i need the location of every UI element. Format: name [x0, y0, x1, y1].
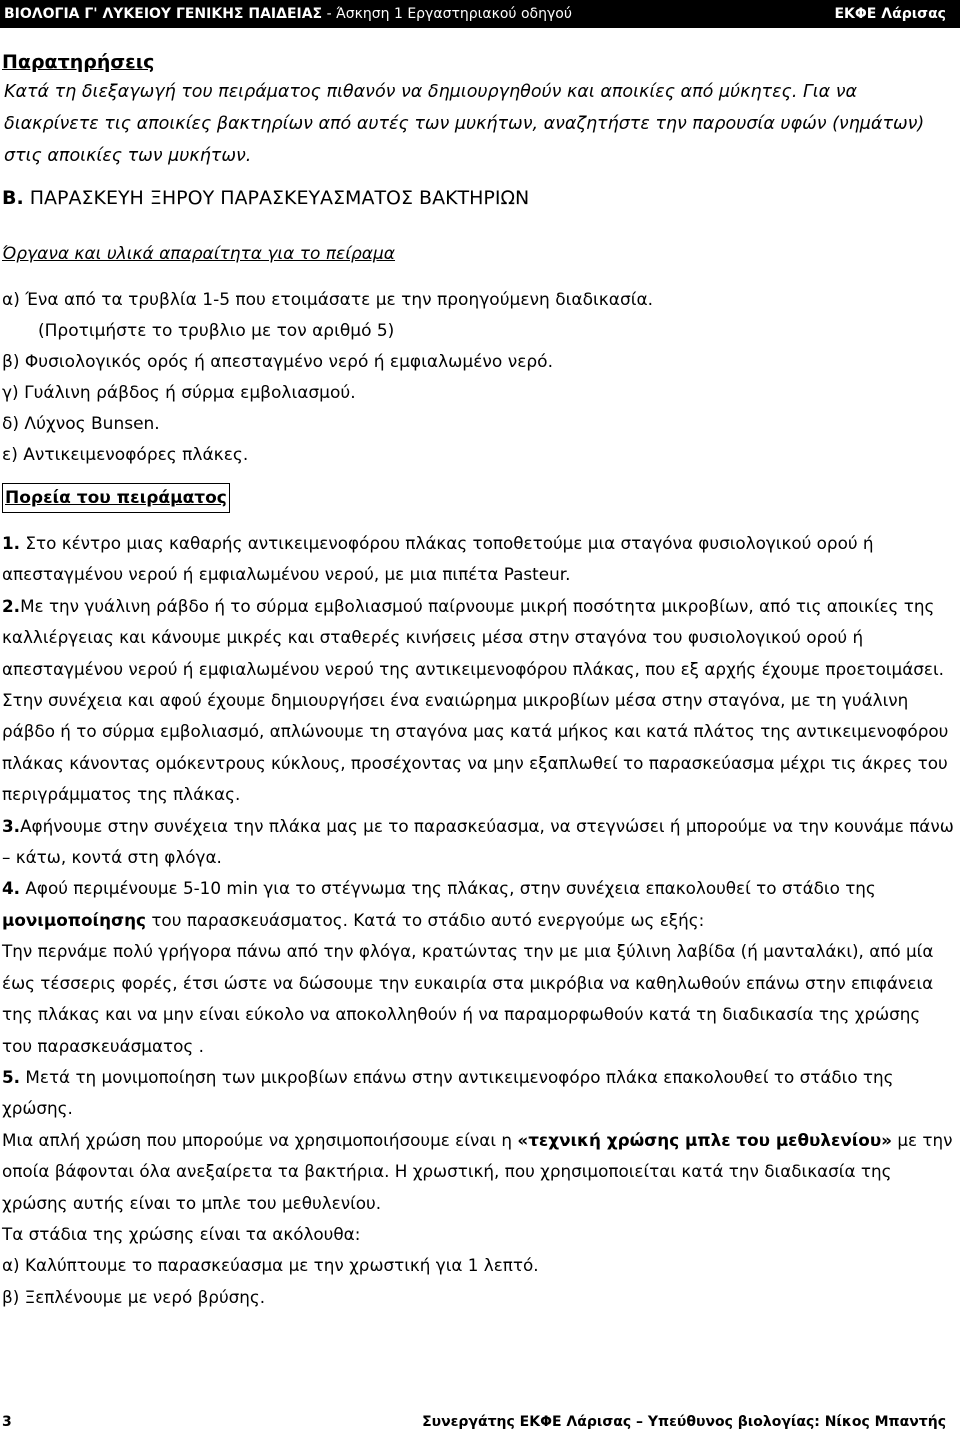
- materials-item: α) Ένα από τα τρυβλία 1-5 που ετοιμάσατε με την προηγούμενη διαδικασία.: [2, 290, 654, 310]
- step-4: [2, 873, 954, 936]
- footer-credit: Συνεργάτης ΕΚΦΕ Λάρισας – Υπεύθυνος βιολογίας: Νίκος Μπαντής: [422, 1414, 946, 1430]
- step-4-detail: Την περνάμε πολύ γρήγορα πάνω από την φλόγα, κρατώντας την με μια ξύλινη λαβίδα (ή μανταλάκι), από μία έως τέσσερις φορές, έτσι ώστε να δώσουμε την ευκαιρία στα μικρόβια να καθηλωθούν επάνω στην επιφάνεια της πλάκας και να μην είναι εύκολο να αποκολληθούν ή να παραμορφωθούν κατά τη διαδικασία της χρώσης του παρασκευάσματος .: [2, 941, 934, 1056]
- staining-stage: α) Καλύπτουμε το παρασκεύασμα με την χρωστική για 1 λεπτό.: [2, 1255, 539, 1276]
- section-title: ΠΑΡΑΣΚΕΥΗ ΞΗΡΟΥ ΠΑΡΑΣΚΕΥΑΣΜΑΤΟΣ ΒΑΚΤΗΡΙΩΝ: [23, 187, 530, 209]
- step-2: [2, 591, 954, 811]
- step-number: 3.: [2, 815, 21, 836]
- observations-title: Παρατηρήσεις: [2, 51, 155, 73]
- document-body: [2, 44, 954, 1313]
- step-number: 4.: [2, 878, 21, 899]
- materials-item: δ) Λύχνος Bunsen.: [2, 414, 160, 434]
- step-text: Με την γυάλινη ράβδο ή το σύρμα εμβολιασμού παίρνουμε μικρή ποσότητα μικροβίων, από τις αποικίες της καλλιέργειας και κάνουμε μικρές και σταθερές κινήσεις μέσα στην σταγόνα του φυσιολογικού ορού ή απεσταγμένου νερού ή εμφιαλωμένου νερού της αντικειμενοφόρου πλάκας, που εξ αρχής έχουμε προετοιμάσει. Στην συνέχεια και αφού έχουμε δημιουργήσει ένα εναιώρημα μικροβίων μέσα στην σταγόνα, με τη γυάλινη ράβδο ή το σύρμα εμβολιασμό, απλώνουμε τη σταγόνα μας κατά μήκος και κατά πλάτος της αντικειμενοφόρου πλάκας κάνοντας ομόκεντρους κύκλους, προσέχοντας να μην εξαπλωθεί το παρασκεύασμα μέχρι τις άκρες του περιγράμματος της πλάκας.: [2, 595, 949, 805]
- header-organization: ΕΚΦΕ Λάρισας: [834, 6, 946, 22]
- observations-text: Κατά τη διεξαγωγή του πειράματος πιθανόν να δημιουργηθούν και αποικίες από μύκητες. Για να διακρίνετε τις αποικίες βακτηρίων από αυτές των μυκήτων, αναζητήστε την παρουσία υφών (νημάτων) στις αποικίες των μυκήτων.: [4, 82, 925, 166]
- step-text: Μετά τη μονιμοποίηση των μικροβίων επάνω στην αντικειμενοφόρο πλάκα επακολουθεί το στάδιο της χρώσης.: [2, 1066, 894, 1119]
- step-text: Αφήνουμε στην συνέχεια την πλάκα μας με το παρασκεύασμα, να στεγνώσει ή μπορούμε να την κουνάμε πάνω – κάτω, κοντά στη φλόγα.: [2, 815, 954, 868]
- staining-text: Μια απλή χρώση που μπορούμε να χρησιμοποιήσουμε είναι η: [2, 1129, 518, 1150]
- materials-note: (Προτιμήστε το τρυβλιο με τον αριθμό 5): [38, 321, 395, 341]
- staining-technique: «τεχνική χρώσης μπλε του μεθυλενίου»: [517, 1129, 893, 1150]
- step-number: 5.: [2, 1066, 21, 1087]
- materials-item: β) Φυσιολογικός ορός ή απεσταγμένο νερό ή εμφιαλωμένο νερό.: [2, 352, 553, 372]
- section-letter: B.: [2, 187, 24, 209]
- materials-item: γ) Γυάλινη ράβδος ή σύρμα εμβολιασμού.: [2, 383, 356, 403]
- procedure-steps: [2, 528, 954, 1313]
- header-course: ΒΙΟΛΟΓΙΑ Γ' ΛΥΚΕΙΟΥ ΓΕΝΙΚΗΣ ΠΑΙΔΕΙΑΣ: [4, 6, 323, 22]
- step-3: [2, 811, 954, 874]
- staining-stages-intro: Τα στάδια της χρώσης είναι τα ακόλουθα:: [2, 1223, 361, 1244]
- section-b-heading: [2, 182, 954, 214]
- materials-item: ε) Αντικειμενοφόρες πλάκες.: [2, 445, 249, 465]
- step-text: του παρασκευάσματος. Κατά το στάδιο αυτό ενεργούμε ως εξής:: [145, 909, 705, 930]
- step-keyword: μονιμοποίησης: [2, 909, 146, 930]
- step-text: Αφού περιμένουμε 5-10 min για το στέγνωμα της πλάκας, στην συνέχεια επακολουθεί το στάδιο της: [20, 878, 876, 899]
- procedure-title: Πορεία του πειράματος: [2, 483, 230, 513]
- step-1: [2, 528, 954, 591]
- page-footer: [2, 1414, 946, 1438]
- page-header: [0, 0, 960, 28]
- materials-list: [2, 285, 954, 471]
- step-number: 1.: [2, 533, 21, 553]
- page-number: 3: [2, 1414, 12, 1430]
- staining-paragraph: [2, 1125, 954, 1219]
- materials-title: Όργανα και υλικά απαραίτητα για το πείραμα: [2, 244, 396, 264]
- staining-text: με την οποία βάφονται όλα ανεξαίρετα τα βακτήρια. Η χρωστική, που χρησιμοποιείται κατά την διαδικασία της χρώσης αυτής είναι το μπλε του μεθυλενίου.: [2, 1129, 953, 1213]
- step-5: [2, 1062, 954, 1125]
- header-exercise: - Άσκηση 1 Εργαστηριακού οδηγού: [322, 6, 572, 22]
- staining-stage: β) Ξεπλένουμε με νερό βρύσης.: [2, 1286, 266, 1307]
- header-title: [4, 0, 572, 28]
- step-number: 2.: [2, 595, 21, 616]
- step-text: Στο κέντρο μιας καθαρής αντικειμενοφόρου πλάκας τοποθετούμε μια σταγόνα φυσιολογικού ορού ή απεσταγμένου νερού ή εμφιαλωμένου νερού, με μια πιπέτα Pasteur.: [2, 533, 874, 585]
